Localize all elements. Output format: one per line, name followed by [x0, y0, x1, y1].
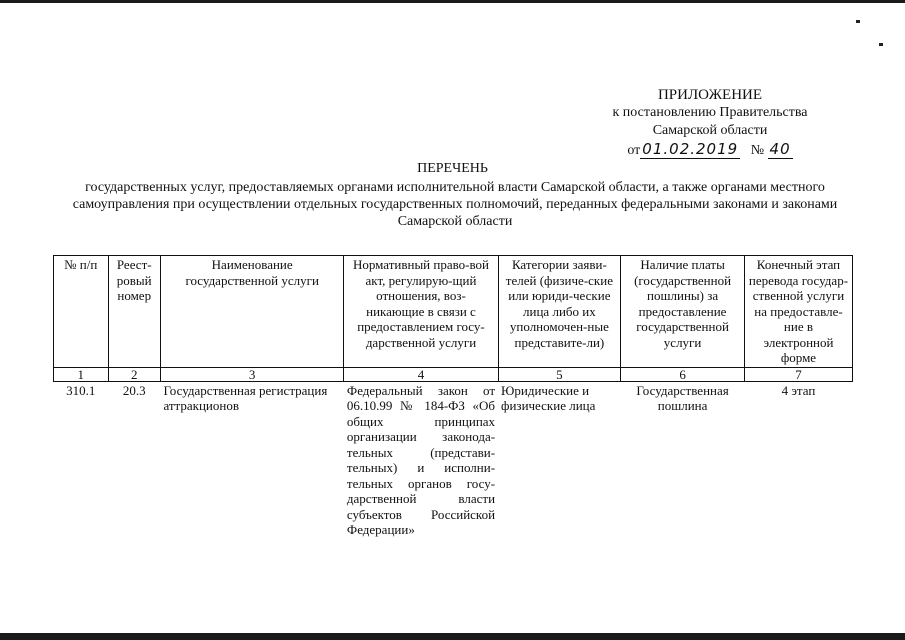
column-number: 7 — [744, 367, 852, 381]
column-number: 3 — [160, 367, 343, 381]
header-cell-service-name: Наименование государственной услуги — [160, 256, 343, 368]
column-number: 1 — [54, 367, 109, 381]
table-row — [54, 381, 853, 564]
top-border-line — [0, 0, 905, 3]
header-cell-final-stage: Конечный этап перевода государ-ственной услуги на предоставле-ние в электронной форме — [744, 256, 852, 368]
row-service-name: Государственная регистрация аттракционов — [160, 381, 343, 564]
row-registry-number: 20.3 — [108, 381, 160, 564]
annex-block — [560, 86, 860, 160]
header-cell-registry: Реест-ровый номер — [108, 256, 160, 368]
row-legal-act: Федеральный закон от 06.10.99 № 184-ФЗ «Об общих принципах организации законода-тельных (представи-тельных) и исполни-тельных органов госу-дарственной власти субъектов Российской Федерации» — [344, 381, 498, 564]
list-title: ПЕРЕЧЕНЬ — [417, 161, 488, 176]
bottom-border-line — [0, 633, 905, 640]
header-cell-legal-act: Нормативный право-вой акт, регулирую-щий отношения, воз-никающие в связи с предоставлением госу-дарственной услуги — [344, 256, 498, 368]
annex-header: ПРИЛОЖЕНИЕ — [657, 87, 763, 103]
column-number: 5 — [498, 367, 621, 381]
date-prefix: от — [627, 143, 641, 158]
list-subtitle: государственных услуг, предоставляемых органами исполнительной власти Самарской области, а также органами местного самоуправления при осуществлении отдельных государственных полномочий, переданных федеральными законами и законами Самарской области — [72, 180, 838, 229]
column-number: 2 — [108, 367, 160, 381]
services-table — [53, 255, 853, 564]
row-applicants: Юридические и физические лица — [498, 381, 621, 564]
annex-date-number-line — [560, 140, 860, 160]
header-cell-fee: Наличие платы (государственной пошлины) за предоставление государственной услуги — [621, 256, 745, 368]
number-prefix: № — [750, 143, 765, 158]
column-number: 6 — [621, 367, 745, 381]
annex-line-2: Самарской области — [652, 123, 768, 138]
header-cell-number: № п/п — [54, 256, 109, 368]
column-number-row — [54, 367, 853, 381]
scan-speck — [856, 20, 860, 23]
row-fee: Государственная пошлина — [621, 381, 745, 564]
scan-speck — [879, 43, 883, 46]
row-final-stage: 4 этап — [744, 381, 852, 564]
header-cell-applicants: Категории заяви-телей (физиче-ские или юриди-ческие лица либо их уполномочен-ные представите-ли) — [498, 256, 621, 368]
row-number: 310.1 — [54, 381, 109, 564]
handwritten-number: 40 — [769, 140, 791, 158]
table-header-row — [54, 256, 853, 368]
handwritten-date: 01.02.2019 — [642, 140, 739, 158]
annex-line-1: к постановлению Правительства — [612, 105, 808, 120]
column-number: 4 — [344, 367, 498, 381]
